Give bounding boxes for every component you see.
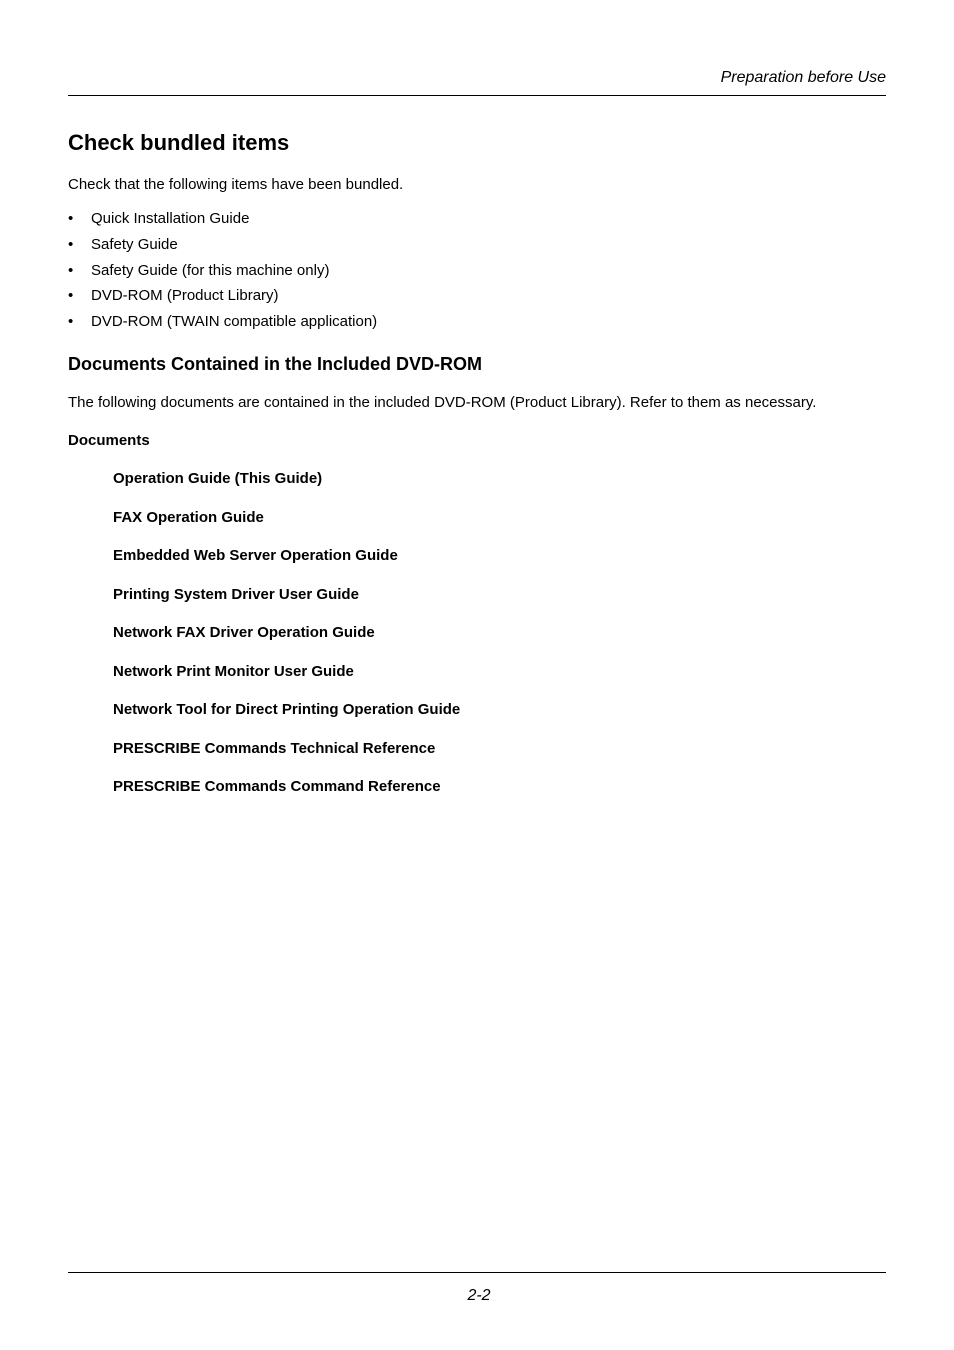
document-item: FAX Operation Guide — [113, 508, 264, 526]
list-item — [68, 209, 377, 235]
list-item-label: Quick Installation Guide — [91, 210, 250, 227]
page-title: Check bundled items — [68, 130, 290, 155]
documents-heading: Documents — [68, 432, 150, 449]
bullet-icon: • — [68, 235, 74, 253]
list-item — [68, 286, 377, 312]
list-item — [68, 261, 377, 287]
bullet-icon: • — [68, 261, 74, 279]
document-item: Network Print Monitor User Guide — [113, 662, 354, 680]
bullet-icon: • — [68, 287, 74, 305]
document-item: PRESCRIBE Commands Technical Reference — [113, 739, 436, 757]
document-item: Network FAX Driver Operation Guide — [113, 624, 375, 641]
list-item-label: Safety Guide (for this machine only) — [91, 261, 330, 279]
bundled-items-list — [68, 209, 377, 338]
list-item — [68, 312, 377, 338]
document-item: Network Tool for Direct Printing Operation Guide — [113, 701, 461, 718]
page-header — [68, 66, 886, 96]
page-number: 2-2 — [467, 1287, 491, 1304]
list-item-label: Safety Guide — [91, 235, 178, 253]
documents-list — [113, 469, 460, 816]
document-item: Embedded Web Server Operation Guide — [113, 547, 398, 564]
bullet-icon: • — [68, 210, 74, 227]
page-footer — [68, 1272, 886, 1304]
document-item: Operation Guide (This Guide) — [113, 470, 323, 487]
bullet-icon: • — [68, 313, 74, 331]
list-item — [68, 235, 377, 261]
dvd-section-title: Documents Contained in the Included DVD-ROM — [68, 354, 483, 374]
document-item: PRESCRIBE Commands Command Reference — [113, 778, 441, 795]
list-item-label: DVD-ROM (Product Library) — [91, 287, 279, 305]
document-item: Printing System Driver User Guide — [113, 585, 359, 603]
list-item-label: DVD-ROM (TWAIN compatible application) — [91, 313, 378, 331]
bundled-intro-text: Check that the following items have been bundled. — [68, 176, 404, 193]
header-section-title: Preparation before Use — [720, 69, 886, 86]
dvd-section-intro: The following documents are contained in the included DVD-ROM (Product Library). Refer to them as necessary. — [68, 394, 817, 411]
